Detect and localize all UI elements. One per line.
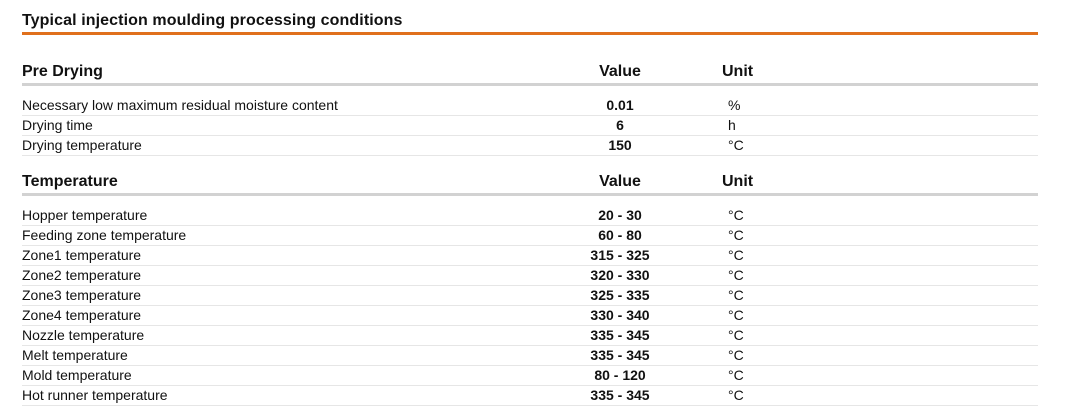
value-cell: 150 [608, 137, 632, 153]
title-underline [22, 32, 1038, 35]
table-row [22, 206, 1038, 226]
table-row [22, 346, 1038, 366]
value-cell: 320 - 330 [590, 267, 650, 283]
table-row [22, 246, 1038, 266]
parameter-cell: Zone1 temperature [22, 247, 142, 263]
unit-cell: °C [728, 367, 744, 383]
parameter-cell: Zone4 temperature [22, 307, 142, 323]
value-cell: 80 - 120 [594, 367, 646, 383]
unit-cell: °C [728, 207, 744, 223]
table-row [22, 386, 1038, 406]
parameter-cell: Drying temperature [22, 137, 142, 153]
section-temperature [22, 172, 1038, 406]
unit-cell: °C [728, 137, 744, 153]
section-heading: Pre Drying [22, 63, 103, 80]
table-row [22, 136, 1038, 156]
value-cell: 6 [616, 117, 624, 133]
parameter-cell: Zone2 temperature [22, 267, 142, 283]
value-cell: 325 - 335 [590, 287, 650, 303]
value-cell: 335 - 345 [590, 347, 650, 363]
unit-cell: °C [728, 347, 744, 363]
value-column-header: Value [599, 173, 641, 190]
page-title: Typical injection moulding processing conditions [22, 12, 403, 29]
value-cell: 60 - 80 [598, 227, 642, 243]
value-cell: 315 - 325 [590, 247, 650, 263]
section-header [22, 172, 1038, 196]
unit-cell: °C [728, 387, 744, 403]
unit-cell: % [728, 97, 741, 113]
value-cell: 335 - 345 [590, 387, 650, 403]
unit-column-header: Unit [722, 63, 754, 80]
parameter-cell: Necessary low maximum residual moisture content [22, 97, 338, 113]
table-row [22, 286, 1038, 306]
table-body [22, 206, 1038, 406]
table-row [22, 366, 1038, 386]
value-cell: 335 - 345 [590, 327, 650, 343]
table-row [22, 326, 1038, 346]
parameter-cell: Zone3 temperature [22, 287, 142, 303]
parameter-cell: Nozzle temperature [22, 327, 145, 343]
parameter-cell: Melt temperature [22, 347, 128, 363]
section-header [22, 62, 1038, 86]
unit-cell: °C [728, 267, 744, 283]
section-pre-drying [22, 62, 1038, 156]
value-cell: 20 - 30 [598, 207, 642, 223]
table-row [22, 96, 1038, 116]
unit-cell: °C [728, 307, 744, 323]
parameter-cell: Drying time [22, 117, 93, 133]
parameter-cell: Hot runner temperature [22, 387, 168, 403]
parameter-cell: Mold temperature [22, 367, 132, 383]
table-row [22, 116, 1038, 136]
unit-cell: h [728, 117, 736, 133]
unit-column-header: Unit [722, 173, 754, 190]
value-cell: 330 - 340 [590, 307, 650, 323]
value-cell: 0.01 [606, 97, 634, 113]
unit-cell: °C [728, 227, 744, 243]
parameter-cell: Feeding zone temperature [22, 227, 187, 243]
unit-cell: °C [728, 247, 744, 263]
table-row [22, 306, 1038, 326]
table-row [22, 226, 1038, 246]
unit-cell: °C [728, 327, 744, 343]
value-column-header: Value [599, 63, 641, 80]
table-body [22, 96, 1038, 156]
unit-cell: °C [728, 287, 744, 303]
table-row [22, 266, 1038, 286]
section-heading: Temperature [22, 173, 118, 190]
parameter-cell: Hopper temperature [22, 207, 148, 223]
